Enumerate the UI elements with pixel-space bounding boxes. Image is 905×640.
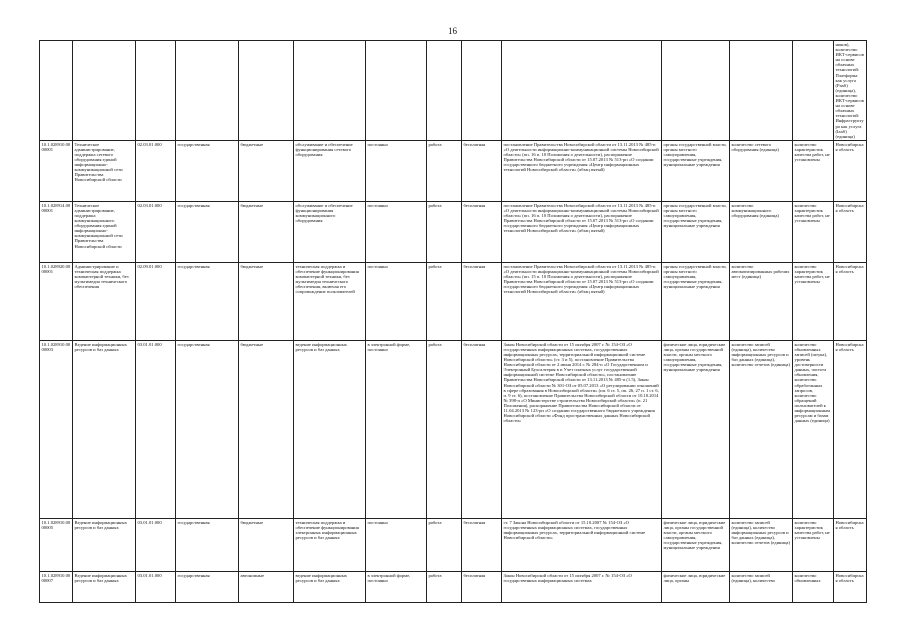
institution-type-cell: бюджетные <box>239 201 294 262</box>
registry-number-cell: 10.1.028910.0000007 <box>40 571 73 602</box>
institution-type-cell <box>239 41 294 141</box>
table-row <box>40 41 867 141</box>
work-or-service-cell: работа <box>427 340 462 518</box>
service-content-cell: обслуживание и обеспечение функционирования сетевого оборудования <box>294 140 366 201</box>
institution-type-cell: автономные <box>239 571 294 602</box>
legal-basis-cell: Закон Новосибирской области от 15 октября 2007 г. № 154-ОЗ «О государственных информационных системах, государственных информационных ресурсах, территориальной информационной системе Новосибирской области» (ст. 3 и 5), постановление Правительства Новосибирской области от 2 июня 2014 г. № 284-п «О Государственном и Электронный Бухгалтерия в и Учет платных услуг государственной информационной системе Новосибирской области», постановление Правительства Новосибирской области от 13.11.2013 № 485-п (1.5), Закон Новосибирской области № 301-ОЗ от 05.07.2013 «О регулировании отношений в сфере образования в Новосибирской области» (пп. 6 ст. 5, пп. 26, 27 п. 1 ст. 6, п. 9 ст. 6), постановление Правительства Новосибирской области от 10.10.2014 № 398-п «О Министерстве строительства Новосибирской области» (п. 21 Положения), распоряжение Правительства Новосибирской области от 11.04.2013 № 123-рп «О создании государственного бюджетного учреждения Новосибирской области «Фонд пространственных данных Новосибирской области» <box>502 340 662 518</box>
territory-cell: Новосибирская область <box>834 140 867 201</box>
institution-type-cell: бюджетные <box>239 140 294 201</box>
institution-type-cell: бюджетные <box>239 518 294 571</box>
quality-indicators-cell: количество обновленных записей (штука), уровень достоверности данных, частота обновления, количество обработанных запросов, количество обращений пользователей к информационным ресурсам и базам данных (единица) <box>793 340 834 518</box>
okved-code-cell: 02.09.01.000 <box>136 262 176 340</box>
consumer-category-cell: физические лица, юридические лица, органы государственной власти, органы местного самоуправления, государственные учреждения, муниципальные учреждения <box>662 518 730 571</box>
consumer-category-cell <box>662 41 730 141</box>
service-content-cell <box>294 41 366 141</box>
payment-type-cell: бесплатная <box>462 201 502 262</box>
quality-indicators-cell: количество характеристик качества работ, не установлены <box>793 140 834 201</box>
service-name-cell: Ведение информационных ресурсов и баз данных <box>73 340 136 518</box>
quality-indicators-cell <box>793 41 834 141</box>
table-row <box>40 518 867 571</box>
service-type-cell: государственная <box>176 140 239 201</box>
service-name-cell: Техническое администрирование, поддержка коммуникационного оборудования единой информационно-коммуникационной сети Правительства Новосибирской области <box>73 201 136 262</box>
territory-cell: Новосибирская область <box>834 201 867 262</box>
registry-table <box>39 40 867 603</box>
payment-type-cell: бесплатная <box>462 571 502 602</box>
work-or-service-cell <box>427 41 462 141</box>
table-row <box>40 571 867 602</box>
consumer-category-cell: физические лица, юридические лица, органы государственной власти, органы местного самоуправления, государственные учреждения, муниципальные учреждения <box>662 340 730 518</box>
quality-indicators-cell: количество характеристик качества работ, не установлены <box>793 262 834 340</box>
legal-basis-cell: постановление Правительства Новосибирской области от 13.11.2013 № 485-п «О деятельности информационно-коммуникационной системы Новосибирской области» (пп. 16 п. 10 Положения о деятельности), распоряжение Правительства Новосибирской области от 15.07.2013 № 513-рп «О создании государственного бюджетного учреждения «Центр информационных технологий Новосибирской области» (абзац пятый) <box>502 140 662 201</box>
legal-basis-cell: Закон Новосибирской области от 15 октября 2007 г. № 154-ОЗ «О государственных информационных системах <box>502 571 662 602</box>
legal-basis-cell: ст. 7 Закона Новосибирской области от 15.10.2007 № 154-ОЗ «О государственных информационных системах, государственных информационных ресурсах, территориальной информационной системе Новосибирской области» <box>502 518 662 571</box>
consumer-category-cell: физические лица, юридические лица, органы <box>662 571 730 602</box>
quality-indicators-cell: количество характеристик качества работ, не установлены <box>793 518 834 571</box>
work-or-service-cell: работа <box>427 571 462 602</box>
payment-type-cell: бесплатная <box>462 262 502 340</box>
service-content-cell: техническая поддержка и обеспечение функционирования компьютерной техники, без мультимедиа технического обеспечения, включая его сопровождение пользователей <box>294 262 366 340</box>
service-conditions-cell: постоянно <box>366 140 427 201</box>
institution-type-cell: бюджетные <box>239 262 294 340</box>
service-content-cell: техническая поддержка и обеспечение функционирования электронных информационных ресурсов и баз данных <box>294 518 366 571</box>
table-row <box>40 340 867 518</box>
volume-indicators-cell: количество записей (единица), количество <box>730 571 793 602</box>
registry-number-cell: 10.1.028910.0000001 <box>40 140 73 201</box>
table-row <box>40 140 867 201</box>
payment-type-cell: бесплатная <box>462 140 502 201</box>
service-type-cell: государственная <box>176 262 239 340</box>
volume-indicators-cell: количество записей (единица), количество информационных ресурсов и баз данных (единица), количество отчетов (единица) <box>730 340 793 518</box>
territory-cell: Новосибирская область <box>834 340 867 518</box>
work-or-service-cell: работа <box>427 201 462 262</box>
okved-code-cell: 03.01.01.000 <box>136 518 176 571</box>
work-or-service-cell: работа <box>427 262 462 340</box>
service-name-cell: Администрирование и техническая поддержка компьютерной техники, без мультимедиа технического обеспечения <box>73 262 136 340</box>
registry-number-cell <box>40 41 73 141</box>
payment-type-cell <box>462 41 502 141</box>
page-number: 16 <box>448 26 457 36</box>
consumer-category-cell: органы государственной власти, органы местного самоуправления, государственные учреждения, муниципальные учреждения <box>662 140 730 201</box>
service-name-cell: Ведение информационных ресурсов и баз данных <box>73 571 136 602</box>
work-or-service-cell: работа <box>427 140 462 201</box>
territory-cell: ников), количество ИКТ-сервисов на основе облачных технологий: Платформа как услуга (PaaS) (единица), количество ИКТ-сервисов на основе облачных технологий: Инфраструктура как услуга (IaaS) (единица) <box>834 41 867 141</box>
page-bottom-margin <box>0 606 905 640</box>
service-conditions-cell: постоянно <box>366 201 427 262</box>
volume-indicators-cell <box>730 41 793 141</box>
table-row <box>40 201 867 262</box>
quality-indicators-cell: количество характеристик качества работ, не установлены <box>793 201 834 262</box>
legal-basis-cell: постановление Правительства Новосибирской области от 13.11.2013 № 485-п «О деятельности информационно-коммуникационной системы Новосибирской области» (пп. 16 п. 10 Положения о деятельности), распоряжение Правительства Новосибирской области от 15.07.2013 № 513-рп «О создании государственного бюджетного учреждения «Центр информационных технологий Новосибирской области» (абзац пятый) <box>502 201 662 262</box>
service-conditions-cell: постоянно <box>366 518 427 571</box>
registry-number-cell: 10.1.028914.0000001 <box>40 201 73 262</box>
service-type-cell: государственная <box>176 340 239 518</box>
okved-code-cell: 03.01.01.000 <box>136 571 176 602</box>
registry-number-cell: 10.1.028910.0000005 <box>40 518 73 571</box>
service-content-cell: ведение информационных ресурсов и баз данных <box>294 571 366 602</box>
legal-basis-cell: постановление Правительства Новосибирской области от 13.11.2013 № 485-п «О деятельности информационно-коммуникационной системы Новосибирской области» (пп. 15 п. 10 Положения о деятельности), распоряжение Правительства Новосибирской области от 15.07.2013 № 513-рп «О создании государственного бюджетного учреждения «Центр информационных технологий Новосибирской области» (абзац пятый) <box>502 262 662 340</box>
okved-code-cell <box>136 41 176 141</box>
service-type-cell <box>176 41 239 141</box>
volume-indicators-cell: количество записей (единица), количество информационных ресурсов и баз данных (единица), количество отчетов (единица) <box>730 518 793 571</box>
service-name-cell <box>73 41 136 141</box>
work-or-service-cell: работа <box>427 518 462 571</box>
quality-indicators-cell: количество обновленных <box>793 571 834 602</box>
okved-code-cell: 02.03.01.000 <box>136 140 176 201</box>
service-type-cell: государственная <box>176 201 239 262</box>
registry-number-cell: 10.1.028920.0000001 <box>40 262 73 340</box>
registry-number-cell: 10.1.028910.0000003 <box>40 340 73 518</box>
service-type-cell: государственная <box>176 518 239 571</box>
territory-cell: Новосибирская область <box>834 571 867 602</box>
payment-type-cell: бесплатная <box>462 518 502 571</box>
territory-cell: Новосибирская область <box>834 518 867 571</box>
okved-code-cell: 02.03.01.000 <box>136 201 176 262</box>
service-conditions-cell: в электронной форме, постоянно <box>366 571 427 602</box>
volume-indicators-cell: количество коммуникационного оборудования (единица) <box>730 201 793 262</box>
service-name-cell: Ведение информационных ресурсов и баз данных <box>73 518 136 571</box>
volume-indicators-cell: количество сетевого оборудования (единица) <box>730 140 793 201</box>
legal-basis-cell <box>502 41 662 141</box>
service-name-cell: Техническое администрирование, поддержка сетевого оборудования единой информационно-коммуникационной сети Правительства Новосибирской области <box>73 140 136 201</box>
volume-indicators-cell: количество автоматизированных рабочих мест (единица) <box>730 262 793 340</box>
territory-cell: Новосибирская область <box>834 262 867 340</box>
service-conditions-cell <box>366 41 427 141</box>
service-conditions-cell: постоянно <box>366 262 427 340</box>
consumer-category-cell: органы государственной власти, органы местного самоуправления, государственные учреждения, муниципальные учреждения <box>662 201 730 262</box>
service-conditions-cell: в электронной форме, постоянно <box>366 340 427 518</box>
service-content-cell: обслуживание и обеспечение функционирования коммуникационного оборудования <box>294 201 366 262</box>
service-content-cell: ведение информационных ресурсов и баз данных <box>294 340 366 518</box>
institution-type-cell: бюджетные <box>239 340 294 518</box>
okved-code-cell: 03.01.01.000 <box>136 340 176 518</box>
payment-type-cell: бесплатная <box>462 340 502 518</box>
table-row <box>40 262 867 340</box>
service-type-cell: государственная <box>176 571 239 602</box>
consumer-category-cell: органы государственной власти, органы местного самоуправления, государственные учреждения, муниципальные учреждения <box>662 262 730 340</box>
